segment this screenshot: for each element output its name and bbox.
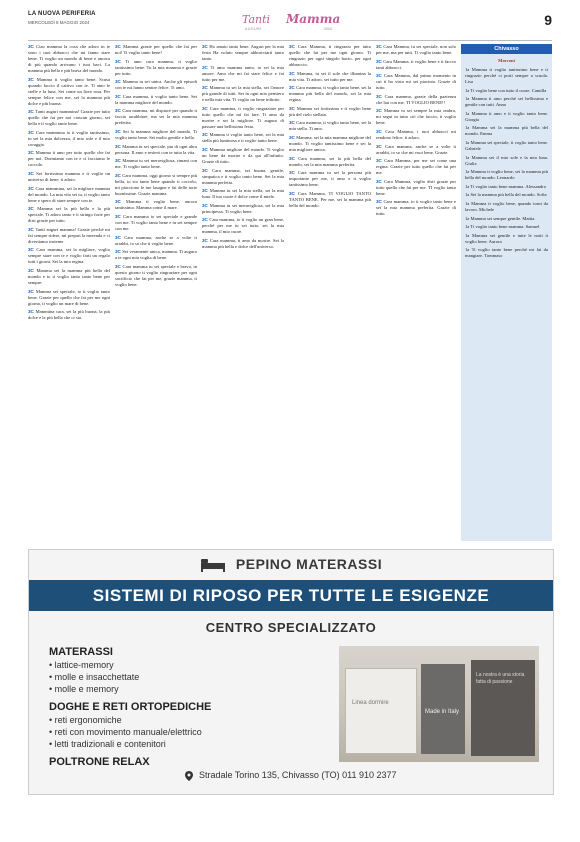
message-text: Cara mamma, grazie della pazienza che hai con me. TI VOGLIO BENE!! xyxy=(376,93,456,105)
publication-name: LA NUOVA PERIFERIA xyxy=(28,11,96,17)
message-column-2 xyxy=(115,44,197,541)
ad-center-title: CENTRO SPECIALIZZATO xyxy=(205,620,377,635)
grade-marker: 3C xyxy=(376,58,384,64)
sidebar-message xyxy=(465,155,548,167)
grade-marker: 3C xyxy=(115,263,123,269)
message xyxy=(376,179,456,197)
grade-marker: 3C xyxy=(202,44,210,49)
message xyxy=(115,249,197,261)
message xyxy=(115,214,197,232)
message-text: Cara Mamma, per me sei come una regina. Grazie per tutto quello che fai per me. xyxy=(376,158,456,176)
grade-marker: 3C xyxy=(115,249,123,255)
sidebar-message-signature: Lisa xyxy=(465,79,473,84)
grade-marker: 3C xyxy=(376,44,384,49)
grade-marker: 3C xyxy=(115,234,125,240)
message xyxy=(202,147,284,165)
message-text: Mamma grazie per quello che fai per noi! Ti voglio tanto bene! xyxy=(115,44,197,55)
message-text: Cara mammina io ti voglio tantissimo, tu sei la mia dolcezza, il mio sole e il mio coraggio. xyxy=(28,129,110,147)
ad-list-item: • reti con movimento manuale/elettrico xyxy=(49,726,319,738)
message-text: Cara Mamma, dal primo momento in cui ti ho visto mi sei piaciuta. Grazie di tutto. xyxy=(376,73,456,91)
message-text: Sei fortissima mamma e ti voglio un universo di bene, ti adoro. xyxy=(28,170,110,182)
message-text: Mamma ti amo per tutto quello che fai per noi. Dormiamo con te e ci facciamo le coccole. xyxy=(28,150,110,168)
message xyxy=(115,144,197,156)
ad-list-item: • molle e memory xyxy=(49,683,319,695)
grade-marker: 1a xyxy=(465,139,471,145)
grade-marker: 3C xyxy=(115,172,123,178)
message-text: Mamma sei speciale, io ti voglio tanto bene. Grazie per quello che fai per me ogni giorno, ti voglio un mare di bene. xyxy=(28,288,110,306)
message-text: Cara mamma tu sei speciale e brava, in questo giorno ti voglio ringraziare per ogni sacrificio che fai per me, grazie mamma, ti voglio bene. xyxy=(115,263,197,287)
message-text: Tanti auguri mammina! Grazie per tutto quello che fai per noi ciascun giorno, sei bella e ti voglio tanto bene. xyxy=(28,109,110,127)
message-text: Mamma ti voglio tanto bene. Scusa quando faccio il cattivo con te. Ti amo le stelle e la luna. Sei come un fiore rosa. Per sempre felice con me, sei la mamma più dolce e più buona. xyxy=(28,76,110,106)
logo-main: Mamma xyxy=(286,12,341,26)
ad-section-title: POLTRONE RELAX xyxy=(49,756,150,768)
sidebar-message-signature: Emma xyxy=(480,131,493,137)
grade-marker: 3C xyxy=(202,132,210,138)
message-text: Cara mamma, io ti voglio un gran bene, perché per me tu sei tutto, sei la mia mamma, il mio cuore. xyxy=(202,217,284,235)
grade-marker: 3C xyxy=(376,143,386,149)
ad-section-list xyxy=(49,659,319,695)
message-text: Cara mamma, anche se a volte ti arrabbi, io so che ti voglio bene. xyxy=(115,234,197,246)
message-text: Mamma tu sei meravigliosa, rimani con me. Ti voglio tanto bene. xyxy=(115,158,197,170)
mattress-display-a xyxy=(345,668,417,754)
message-text: Cara mamma, ti voglio tanto bene. Sei la mamma migliore del mondo. xyxy=(115,93,197,105)
message xyxy=(28,130,110,148)
sidebar-message-text: Ti voglio tanto bene mamma. xyxy=(470,224,525,230)
sidebar-message-signature: Camilla xyxy=(531,87,547,93)
sidebar-message-signature: Giulia xyxy=(465,160,477,166)
message-text: Cara mamma io sei speciale e grande con me. Ti voglio tanto bene e tu sei sempre con me. xyxy=(115,213,197,231)
sidebar-message-text: Mamma ti voglio bene, quando torni da lavoro. xyxy=(465,200,548,212)
message-text: Cara mamma, ti amo da morire. Sei la mamma più bella e dolce dell'universo. xyxy=(202,237,284,249)
message xyxy=(376,94,456,106)
ad-address xyxy=(29,770,553,781)
sidebar-message-text: Ti voglio tanto bene mamma. xyxy=(470,183,525,189)
message-text: Sei la mamma migliore del mondo. Ti voglio tanto bene. Sei molto gentile e bella. xyxy=(115,128,197,140)
sidebar-message-text: Mamma ti voglio bene, sei la mamma più bella del mondo. xyxy=(465,169,549,181)
sidebar-message-text: Ti voglio bene con tutto il cuore. xyxy=(470,87,531,93)
sidebar-message xyxy=(465,67,548,85)
message xyxy=(376,108,456,126)
grade-marker: 3C xyxy=(28,309,36,315)
message-text: Cara mammina, sei la migliore mamma del mondo. La mia vita sei tu, ti voglio tanto bene e spero di stare sempre con te. xyxy=(28,185,110,203)
message-text: Sei veramente unica, mamma. Ti auguro a te ogni mia voglia di bene. xyxy=(115,249,197,261)
message xyxy=(376,129,456,141)
message-text: Mamma sei la mamma più bella del mondo e io ti voglio tanto tanto bene per sempre. xyxy=(28,267,110,285)
message xyxy=(202,238,284,250)
messages-area xyxy=(28,44,552,541)
grade-marker: 1a xyxy=(465,125,473,131)
sidebar-message xyxy=(465,184,548,190)
grade-marker: 3C xyxy=(289,170,298,176)
message xyxy=(115,173,197,197)
message xyxy=(376,144,456,156)
grade-marker: 1a xyxy=(465,224,471,230)
message-text: Cara Mamma, ti voglio bene e ti faccio tanti abbracci. xyxy=(376,58,456,70)
grade-marker: 1a xyxy=(465,169,471,175)
grade-marker: 3C xyxy=(202,85,210,91)
sidebar-message-text: Mamma ti voglio tantissimo bene e ti ringrazio perché ci porti sempre a scuola. xyxy=(465,67,548,78)
ad-headline: SISTEMI DI RIPOSO PER TUTTE LE ESIGENZE xyxy=(29,580,553,611)
message xyxy=(28,289,110,307)
grade-marker: 3C xyxy=(115,79,123,85)
grade-marker: 3C xyxy=(289,190,298,196)
ad-section-title: DOGHE E RETI ORTOPEDICHE xyxy=(49,701,212,713)
message xyxy=(115,158,197,170)
message xyxy=(28,227,110,245)
message xyxy=(202,217,284,235)
message-text: Mamma ti voglio bene, ancora tantissimo. Mamma come il mare. xyxy=(115,199,197,211)
sidebar-message xyxy=(465,247,548,259)
mattress-label-a: Linea dormire xyxy=(352,700,389,706)
message xyxy=(289,135,371,153)
message xyxy=(28,77,110,107)
logo-sub: AUGURI xyxy=(245,27,262,31)
message xyxy=(376,199,456,217)
message xyxy=(376,59,456,71)
grade-marker: 1a xyxy=(465,67,472,72)
ad-showroom-photo xyxy=(339,646,539,762)
message-text: Mammina cara, sei la più buona, la più dolce e la più bella che ci sia. xyxy=(28,309,110,321)
message xyxy=(289,85,371,103)
ad-list-item: • reti ergonomiche xyxy=(49,714,319,726)
issue-date: MERCOLEDÌ 8 MAGGIO 2024 xyxy=(28,20,90,25)
message-text: Cara mamma, sei la migliore, voglio sempre stare con te e voglio farti un regalo tutti i giorni. Sei la mia regina. xyxy=(28,247,110,265)
grade-marker: 3C xyxy=(289,134,297,140)
sidebar-message-signature: Anna xyxy=(495,102,506,108)
sidebar-message-text: Mamma ti amo perché sei bellissima e gentile con tutti. xyxy=(465,96,549,108)
sidebar-message-text: Mamma sei il mio sole e la mia luna. xyxy=(471,154,549,160)
grade-marker: 3C xyxy=(289,44,298,49)
message-text: Cara mamma, sei la più bella del mondo, sei la mia mamma preferita. xyxy=(289,155,371,167)
grade-marker: 3C xyxy=(115,44,124,49)
sidebar-message-signature: Leonardo xyxy=(496,175,515,181)
message-text: Mamma sei fortissima e ti voglio bene più del cielo stellato. xyxy=(289,105,371,117)
ad-product-list xyxy=(49,646,319,769)
sidebar-school: Marconi xyxy=(498,58,515,63)
grade-marker: 1a xyxy=(465,200,472,206)
ad-section-title: MATERASSI xyxy=(49,646,113,658)
sidebar-message-signature: Samuel xyxy=(525,224,540,230)
sidebar-message xyxy=(465,224,548,230)
sidebar-message xyxy=(465,88,548,94)
message xyxy=(289,120,371,132)
advertisement xyxy=(28,549,554,795)
message xyxy=(376,44,456,56)
page-number: 9 xyxy=(544,12,552,28)
message-text: Mamma migliore del mondo. Ti voglio un bene da morire e da qui all'infinito. Grazie di tutto. xyxy=(202,146,284,164)
message-text: Cara mamma, oggi giorno si sempre più bella, io sto tanto bene quando ti coccolo, mi piacciono le tue lasagne e fai delle torte buonissime. Grazie mamma. xyxy=(115,172,197,196)
message-text: Mamma, tu sei il sole che illumina la mia vita. Ti adoro, sei tutto per me. xyxy=(289,70,371,82)
sidebar-message xyxy=(465,233,548,245)
message xyxy=(115,108,197,126)
message xyxy=(115,59,197,77)
grade-marker: 3C xyxy=(202,237,210,243)
grade-marker: 3C xyxy=(202,188,210,194)
message-text: Mamma tu sei unica. Anche gli episodi con te mi fanno sentire felice. Ti amo. xyxy=(115,79,197,91)
grade-marker: 3C xyxy=(202,105,210,111)
tanti-auguri-mamma-logo xyxy=(242,8,352,38)
grade-marker: 1a xyxy=(465,110,472,116)
message xyxy=(202,85,284,103)
page-header xyxy=(28,8,552,41)
sidebar-messages xyxy=(465,67,548,259)
message xyxy=(202,168,284,186)
mattress-display-b xyxy=(421,664,465,754)
message-text: Ciao mamma la cosa che adoro in te sono i tuoi abbracci che mi fanno stare bene. Ti voglio un mondo di bene e ancora di più quando arrivano i tuoi baci. La mamma più bella e più brava del mondo. xyxy=(28,44,110,73)
sidebar-message-text: Mamma sei la mamma più bella del mondo. xyxy=(465,125,548,137)
ad-list-item: • lattice-memory xyxy=(49,659,319,671)
grade-marker: 3C xyxy=(28,267,37,273)
message xyxy=(289,170,371,188)
ad-list-item: • letti tradizionali e contenitori xyxy=(49,738,319,750)
message-text: Cara Mamma, voglio dirti grazie per tutto quello che fai per me. TI voglio tanto bene. xyxy=(376,178,456,196)
grade-marker: 3C xyxy=(28,247,37,253)
grade-marker: 3C xyxy=(115,108,123,114)
grade-marker: 3C xyxy=(28,129,36,135)
grade-marker: 1a xyxy=(465,215,471,221)
grade-marker: 3C xyxy=(376,178,385,184)
sidebar-message-signature: Mattia xyxy=(522,215,535,221)
message xyxy=(289,191,371,209)
grade-marker: 3C xyxy=(202,217,210,223)
grade-marker: 1a xyxy=(465,183,471,189)
message xyxy=(115,199,197,211)
grade-marker: 3C xyxy=(289,85,297,91)
grade-marker: 3C xyxy=(28,170,37,176)
message xyxy=(28,268,110,286)
grade-marker: 3C xyxy=(115,158,123,164)
grade-marker: 3C xyxy=(289,120,297,126)
sidebar-message xyxy=(465,201,548,213)
message xyxy=(115,94,197,106)
sidebar-message-text: Sei la mamma più bella del mondo. xyxy=(470,192,536,198)
grade-marker: 1a xyxy=(465,87,471,93)
message xyxy=(115,129,197,141)
message xyxy=(289,156,371,168)
mattress-display-c xyxy=(471,660,535,756)
grade-marker: 3C xyxy=(202,167,213,173)
message-text: Mamma, sei la mia mamma migliore del mondo. Ti voglio tantissimo bene e sei la mia migliore amica. xyxy=(289,134,371,152)
message-text: Cara mamma, anche se a volte ti arrabbi, io so che mi vuoi bene. Grazie. xyxy=(376,143,456,155)
sidebar-message-text: Mamma sei sempre gentile. xyxy=(470,215,522,221)
message xyxy=(115,235,197,247)
message-text: Cara mamma, mi dispiace per quando ti faccio arrabbiare, ma sei la mia mamma preferita. xyxy=(115,108,197,126)
grade-marker: 3C xyxy=(289,155,299,161)
message-text: Cara mamma, io ti voglio tanto bene e sei la mia mamma preferita. Grazie di tutto. xyxy=(376,199,456,217)
message xyxy=(376,73,456,91)
message-text: Cara Mamma, TI VOGLIO TANTO TANTO BENE. Per me, sei la mamma più bella del mondo. xyxy=(289,190,371,208)
grade-marker: 3C xyxy=(28,44,37,49)
sidebar-message-signature: Aurora xyxy=(488,238,502,244)
message-text: Cara mamma, ti voglio ringraziare per tutto quello che mi fai fare. Ti amo da morire e sei la migliore. Ti auguro di passare una bellissima festa. xyxy=(202,105,284,129)
message-text: Mamma tu sei sempre la mia ombra, mi segui in tutto ciò che faccio, ti voglio bene. xyxy=(376,108,456,126)
grade-marker: 3C xyxy=(115,143,123,149)
message-column-5 xyxy=(376,44,456,541)
grade-marker: 3C xyxy=(202,64,211,70)
message xyxy=(28,206,110,224)
grade-marker: 3C xyxy=(289,70,297,76)
grade-marker: 3C xyxy=(376,158,385,164)
sidebar-message xyxy=(465,111,548,123)
sidebar-town: Chivasso xyxy=(461,44,552,54)
message xyxy=(28,109,110,127)
sidebar-message-text: Mamma sei gentile e tutte le notti ti voglio bene. xyxy=(465,232,548,244)
grade-marker: 3C xyxy=(28,206,38,212)
message xyxy=(289,71,371,83)
logo-prefix: Tanti xyxy=(242,13,271,26)
grade-marker: 3C xyxy=(376,128,386,134)
sidebar-message-signature: Alessandro xyxy=(525,183,547,189)
grade-marker: 3C xyxy=(28,288,36,294)
grade-marker: 3C xyxy=(28,150,36,156)
message xyxy=(28,247,110,265)
grade-marker: 3C xyxy=(28,185,36,191)
grade-marker: 3C xyxy=(115,199,126,205)
grade-marker: 3C xyxy=(376,73,384,79)
sidebar-chivasso xyxy=(461,44,552,541)
sidebar-message xyxy=(465,96,548,108)
sidebar-message xyxy=(465,140,548,152)
mattress-label-c: La nostra è una storia fatta di passione xyxy=(476,672,525,685)
message xyxy=(115,44,197,56)
ad-brand xyxy=(29,556,553,574)
message-text: Mamma tu sei la mia stella, sei la mia luna. Il tuo cuore è dolce come il miele. xyxy=(202,188,284,200)
sidebar-message xyxy=(465,169,548,181)
grade-marker: 1a xyxy=(465,154,472,160)
message-text: Cara Mamma, i tuoi abbracci mi rendono felice, ti adoro. xyxy=(376,128,456,140)
message xyxy=(202,44,284,62)
message xyxy=(202,203,284,215)
message-text: Mamma tu sei speciale, piu di ogni altra persona. Il amo e resterò con te tutta la vita. xyxy=(115,143,197,155)
message xyxy=(28,171,110,183)
sidebar-message-text: Mamma ti amo e ti voglio tanto bene. xyxy=(471,110,548,116)
message-text: Cara mamma, ti voglio tanto bene, sei la mia stella. Ti amo. xyxy=(289,120,371,132)
sidebar-message-signature: Gabriele xyxy=(465,145,481,151)
sidebar-message-signature: Tommaso xyxy=(484,253,503,259)
sidebar-message-text: Ti voglio tanto bene perché mi fai da mangiare. xyxy=(465,247,548,259)
message-text: Cara mamma tu sei la persona più importante per me, ti amo e ti voglio tantissimo bene. xyxy=(289,170,371,188)
message xyxy=(202,106,284,130)
bed-icon xyxy=(200,557,226,573)
message xyxy=(28,44,110,74)
sidebar-message-signature: Sofia xyxy=(536,192,547,198)
sidebar-message-signature: Michele xyxy=(479,206,495,212)
message-text: Ti amo cara mamma, ti voglio tantissimo bene. Tu la mia mamma e grazie per tutto. xyxy=(115,58,197,76)
grade-marker: 3C xyxy=(28,226,36,232)
message-text: Tanti auguri mamma! Grazie perché mi fai sempre ridere, mi prepari la merenda e ci divertiamo insieme. xyxy=(28,226,110,244)
message xyxy=(202,65,284,83)
sidebar-message-text: Mamma sei speciale, ti voglio tanto bene. xyxy=(470,139,548,145)
message-text: Mamma tu sei la mia stella, sei l'amore più grande di tutti. Sei in ogni mio pensiero e nella mia vita. Ti voglio un bene infinito. xyxy=(202,85,284,103)
grade-marker: 3C xyxy=(115,128,123,134)
message-column-3 xyxy=(202,44,284,541)
message-text: Cara mamma, ti voglio tanto bene, sei la mamma più bella del mondo, sei la mia regina. xyxy=(289,85,371,103)
grade-marker: 3C xyxy=(376,199,384,205)
message xyxy=(28,186,110,204)
message xyxy=(115,79,197,91)
message-text: Ti amo mamma tanto, io sei la mia amore. Amo che mi fai stare felice e fai tutto per me. xyxy=(202,64,284,82)
grade-marker: 3C xyxy=(115,58,126,64)
sidebar-message xyxy=(465,216,548,222)
sidebar-body xyxy=(461,54,552,264)
sidebar-message xyxy=(465,192,548,198)
message xyxy=(28,309,110,321)
grade-marker: 1a xyxy=(465,247,472,253)
grade-marker: 3C xyxy=(115,213,124,219)
grade-marker: 3C xyxy=(376,93,385,99)
ad-list-item: • molle e insacchettate xyxy=(49,671,319,683)
message xyxy=(115,264,197,288)
grade-marker: 1a xyxy=(465,96,472,102)
message xyxy=(289,106,371,118)
message-text: Cara Mamma, ti ringrazio per tutto quello che fai per me ogni giorno. Ti ringrazio per ogni singolo bacio, per ogni abbraccio. xyxy=(289,44,371,67)
message xyxy=(202,188,284,200)
message-text: Cara Mamma, tu sei speciale, non solo per me, ma per tutti. Ti voglio tanto bene. xyxy=(376,44,456,55)
grade-marker: 1a xyxy=(465,192,471,198)
message xyxy=(376,158,456,176)
message-text: Mamma sei la più bella e la più speciale. Ti adoro tanto e ti stringo forte per dirti grazie per tutto. xyxy=(28,206,110,224)
grade-marker: 3C xyxy=(202,146,210,152)
grade-marker: 3C xyxy=(202,202,210,208)
ad-address-text: Stradale Torino 135, Chivasso (TO) 011 910 2377 xyxy=(198,770,397,780)
message-column-4 xyxy=(289,44,371,541)
message-text: Mamma ti voglio tanto bene, sei la mia stella più luminosa e ti voglio tanto bene. xyxy=(202,132,284,144)
grade-marker: 3C xyxy=(115,93,123,99)
grade-marker: 3C xyxy=(28,109,36,115)
message xyxy=(202,132,284,144)
message-text: Mamma tu sei meravigliosa, sei la mia principessa. Ti voglio bene. xyxy=(202,202,284,214)
message xyxy=(28,150,110,168)
sidebar-message-signature: Giorgia xyxy=(465,116,479,122)
message-text: Cara mamma, sei buona, gentile, simpatica e ti voglio tanto bene. Sei la mia mamma perfetta. xyxy=(202,167,284,185)
message-text: Ho amato tanto bene. Auguri per la mia festa Ha voluto sempre abbracciarti tanto tanto. xyxy=(202,44,284,61)
ad-brand-name: PEPINO MATERASSI xyxy=(235,556,383,572)
grade-marker: 3C xyxy=(289,105,297,111)
message xyxy=(289,44,371,68)
grade-marker: 3C xyxy=(28,76,37,82)
message-column-1 xyxy=(28,44,110,541)
location-pin-icon xyxy=(185,771,193,781)
mattress-label-b: Made in Italy xyxy=(425,709,460,715)
sidebar-message xyxy=(465,125,548,137)
logo-year: 2024 xyxy=(324,27,332,31)
grade-marker: 3C xyxy=(376,108,384,114)
ad-section-list xyxy=(49,714,319,750)
grade-marker: 1a xyxy=(465,232,472,238)
